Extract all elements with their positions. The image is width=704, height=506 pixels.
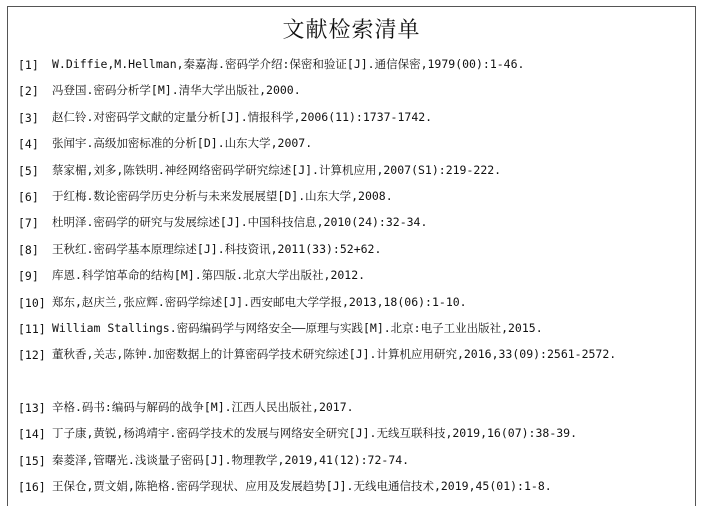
reference-text: 董秋香,关志,陈钟.加密数据上的计算密码学技术研究综述[J].计算机应用研究,2016,33(09):2561-2572. (52, 347, 617, 362)
reference-item (18, 236, 688, 262)
reference-item (18, 420, 688, 446)
reference-item (18, 262, 688, 288)
reference-text: 王秋红.密码学基本原理综述[J].科技资讯,2011(33):52+62. (52, 241, 382, 256)
reference-text: 辛格.码书:编码与解码的战争[M].江西人民出版社,2017. (52, 400, 354, 415)
reference-item (18, 394, 688, 420)
reference-item (18, 130, 688, 156)
reference-item (18, 447, 688, 473)
reference-number: [4] (18, 137, 39, 152)
reference-number: [7] (18, 216, 39, 231)
reference-number: [9] (18, 269, 39, 284)
document-frame (7, 6, 696, 506)
reference-number: [1] (18, 58, 39, 72)
reference-item (18, 157, 688, 183)
reference-item (18, 315, 688, 341)
reference-number: [16] (18, 480, 46, 495)
reference-number: [3] (18, 110, 39, 125)
reference-number: [10] (18, 295, 46, 310)
reference-text: 张闻宇.高级加密标准的分析[D].山东大学,2007. (52, 136, 313, 151)
reference-number: [2] (18, 84, 39, 99)
reference-item (18, 77, 688, 103)
reference-text: 冯登国.密码分析学[M].清华大学出版社,2000. (52, 83, 301, 98)
reference-text: 于红梅.数论密码学历史分析与未来发展展望[D].山东大学,2008. (52, 188, 393, 203)
reference-number: [15] (18, 453, 46, 468)
reference-item (18, 51, 688, 77)
reference-number: [14] (18, 427, 46, 442)
reference-text: 蔡家楣,刘多,陈铁明.神经网络密码学研究综述[J].计算机应用,2007(S1):219-222. (52, 162, 502, 177)
reference-number: [5] (18, 163, 39, 178)
reference-item (18, 209, 688, 235)
reference-text: 秦菱泽,管曙光.浅谈量子密码[J].物理教学,2019,41(12):72-74. (52, 452, 410, 467)
reference-number: [13] (18, 401, 46, 416)
reference-number: [8] (18, 242, 39, 257)
reference-number: [11] (18, 321, 46, 336)
reference-list (18, 51, 688, 500)
reference-item (18, 289, 688, 315)
reference-number: [6] (18, 189, 39, 204)
reference-text: 王保仓,贾文娟,陈艳格.密码学现状、应用及发展趋势[J].无线电通信技术,2019,45(01):1-8. (52, 479, 552, 494)
reference-item (18, 341, 688, 394)
document-title: 文献检索清单 (282, 18, 421, 43)
reference-text: W.Diffie,M.Hellman,秦嘉海.密码学介绍:保密和验证[J].通信保密,1979(00):1-46. (52, 57, 525, 71)
reference-item (18, 473, 688, 499)
reference-number: [12] (18, 348, 46, 363)
reference-item (18, 104, 688, 130)
reference-text: 赵仁铃.对密码学文献的定量分析[J].情报科学,2006(11):1737-1742. (52, 109, 433, 124)
reference-text: 库恩.科学馆革命的结构[M].第四版.北京大学出版社,2012. (52, 268, 366, 283)
reference-text: William Stallings.密码编码学与网络安全——原理与实践[M].北京:电子工业出版社,2015. (52, 320, 543, 335)
reference-text: 丁子康,黄锐,杨鸿靖宇.密码学技术的发展与网络安全研究[J].无线互联科技,2019,16(07):38-39. (52, 426, 578, 441)
reference-text: 郑东,赵庆兰,张应辉.密码学综述[J].西安邮电大学学报,2013,18(06):1-10. (52, 294, 467, 309)
reference-item (18, 183, 688, 209)
reference-text: 杜明泽.密码学的研究与发展综述[J].中国科技信息,2010(24):32-34. (52, 215, 428, 230)
